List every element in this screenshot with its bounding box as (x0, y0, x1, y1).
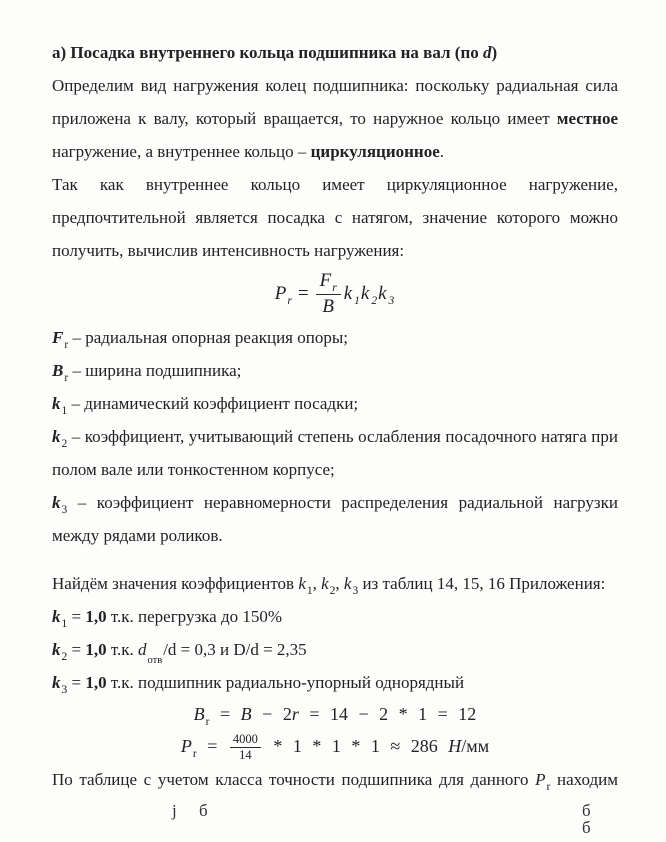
coefficient-k2-value (52, 633, 618, 666)
final-pr-sub: r (546, 781, 551, 794)
def-br-symbol: B (52, 361, 64, 380)
term-local-loading: местное (556, 109, 618, 128)
eq-br-equals: = (209, 704, 241, 724)
def-fr-text: – радиальная опорная реакция опоры; (68, 328, 348, 347)
coeff-intro-k2-sub: 2 (329, 585, 336, 597)
formula-pr-sub: r (287, 295, 292, 307)
equation-load-intensity-result (52, 729, 618, 763)
k1-reason: т.к. перегрузка до 150% (106, 607, 283, 626)
coeff-intro-k2: k (321, 574, 329, 593)
coefficient-k1-value (52, 600, 618, 633)
final-pr-symbol: P (535, 770, 546, 790)
k2-value: 1,0 (85, 640, 107, 659)
definition-fr (52, 321, 618, 354)
def-k1-text: – динамический коэффициент посадки; (67, 394, 359, 413)
formula-k3-sym: k (378, 283, 387, 304)
k2-equals: = (67, 640, 86, 659)
formula-k1-sub: 1 (354, 295, 360, 307)
def-k3-sub: 3 (61, 504, 68, 516)
eq-pr-numerator: 4000 (230, 733, 261, 749)
k1-equals: = (67, 607, 86, 626)
eq-pr-fraction (230, 733, 261, 764)
definition-br (52, 354, 618, 387)
paragraph-fit-line2: предпочтительной является посадка с натягом, значение которого можно (52, 208, 618, 227)
eq-br-minus2: − 2 (251, 704, 292, 724)
k2-symbol: k (52, 640, 61, 659)
k1-sub: 1 (61, 618, 68, 630)
eq-br-b: B (240, 704, 252, 724)
formula-k3-sub: 3 (388, 295, 395, 307)
eq-pr-equals: = (196, 736, 228, 756)
def-k3-text1: – коэффициент неравномерности распределения радиальной нагрузки (67, 493, 618, 512)
heading-text: а) Посадка внутреннего кольца подшипника на вал (по (52, 43, 484, 62)
k3-reason: т.к. подшипник радиально-упорный однорядный (106, 673, 465, 692)
paragraph-loading-line3 (52, 135, 618, 168)
cutoff-glyph-tops-left: j б (172, 801, 217, 821)
def-k1-symbol: k (52, 394, 61, 413)
eq-pr-unit-n: Н (448, 736, 462, 756)
paragraph-loading-line2 (52, 102, 618, 135)
definition-k2-line1 (52, 420, 618, 453)
formula-fr: F (319, 270, 332, 291)
paragraph-table-lookup (52, 763, 618, 796)
formula-k1-sym: k (343, 283, 353, 304)
coefficients-intro (52, 567, 618, 600)
final-post: находим (550, 770, 619, 790)
eq-br-r: r (291, 704, 299, 724)
formula-k2-sym: k (360, 283, 370, 304)
k3-equals: = (67, 673, 86, 692)
formula-equals: = (296, 283, 310, 304)
k2-d-sub-otv: отв (147, 655, 163, 666)
k2-d-symbol: d (138, 640, 147, 659)
eq-pr-sub: r (192, 748, 197, 760)
eq-pr-denominator: 14 (239, 748, 252, 763)
eq-pr-unit-mm: /мм (461, 736, 490, 756)
k3-symbol: k (52, 673, 61, 692)
coeff-intro-post: из таблиц 14, 15, 16 Приложения: (358, 574, 606, 593)
eq-br-symbol: B (193, 704, 205, 724)
def-br-text: – ширина подшипника; (68, 361, 242, 380)
definition-k3-line2: между рядами роликов. (52, 526, 223, 545)
eq-br-result: = 14 − 2 * 1 = 12 (298, 704, 477, 724)
def-k2-text1: – коэффициент, учитывающий степень ослабления посадочного натяга при (67, 427, 618, 446)
def-k1-sub: 1 (61, 405, 68, 417)
coeff-intro-k3-sub: 3 (352, 585, 359, 597)
formula-lhs (275, 283, 292, 305)
def-k2-symbol: k (52, 427, 61, 446)
coeff-intro-sep1: , (312, 574, 322, 593)
coeff-intro-k1-sub: 1 (306, 585, 313, 597)
k2-sub: 2 (61, 651, 68, 663)
paragraph-loading-line1: Определим вид нагружения колец подшипника: поскольку радиальная сила (52, 76, 618, 95)
formula-denominator: B (322, 296, 334, 317)
def-k3-symbol: k (52, 493, 61, 512)
formula-k2 (361, 283, 378, 305)
cutoff-glyph-tops-right: б б (582, 801, 600, 838)
coeff-intro-k3: k (343, 574, 352, 593)
k2-ratios: /d = 0,3 и D/d = 2,35 (163, 640, 307, 659)
k2-tk: т.к. (106, 640, 139, 659)
def-fr-symbol: F (52, 328, 64, 347)
heading-close-paren: ) (491, 43, 498, 62)
section-heading (52, 36, 618, 69)
definition-k2-line2: полом вале или тонкостенном корпусе; (52, 460, 335, 479)
final-pre: По таблице с учетом класса точности подшипника для данного (52, 770, 536, 790)
loading-line3-period: . (439, 142, 445, 161)
eq-pr-symbol: P (180, 736, 192, 756)
coeff-intro-sep2: , (335, 574, 344, 593)
formula-numerator (316, 270, 341, 295)
formula-fr-sub: r (332, 282, 337, 294)
k1-symbol: k (52, 607, 61, 626)
definition-k1 (52, 387, 618, 420)
equation-bearing-width (52, 699, 618, 729)
formula-load-intensity (52, 267, 618, 321)
formula-pr: P (274, 283, 287, 304)
paragraph-fit-line3: получить, вычислив интенсивность нагружения: (52, 241, 405, 260)
term-circulating-loading: циркуляционное (310, 142, 440, 161)
next-line-cutoff (52, 802, 618, 842)
k3-sub: 3 (61, 684, 68, 696)
k1-value: 1,0 (85, 607, 107, 626)
loading-line3-text: нагружение, а внутреннее кольцо – (52, 142, 311, 161)
eq-br-sub: r (205, 716, 210, 728)
def-k2-sub: 2 (61, 438, 68, 450)
coeff-intro-pre: Найдём значения коэффициентов (52, 574, 299, 593)
loading-line2-text: приложена к валу, который вращается, то наружное кольцо имеет (52, 109, 557, 128)
def-br-sub: r (64, 372, 69, 384)
coeff-intro-k1: k (298, 574, 306, 593)
k3-value: 1,0 (85, 673, 107, 692)
formula-k1 (344, 283, 361, 305)
definition-k3-line1 (52, 486, 618, 519)
paragraph-fit-line1: Так как внутреннее кольцо имеет циркуляционное нагружение, (52, 175, 618, 194)
eq-pr-products: * 1 * 1 * 1 ≈ 286 (262, 736, 449, 756)
formula-fraction (316, 270, 341, 318)
def-fr-sub: r (64, 339, 69, 351)
coefficient-k3-value (52, 666, 618, 699)
formula-k2-sub: 2 (371, 295, 378, 307)
heading-variable-d: d (483, 43, 492, 62)
formula-k3 (378, 283, 395, 305)
